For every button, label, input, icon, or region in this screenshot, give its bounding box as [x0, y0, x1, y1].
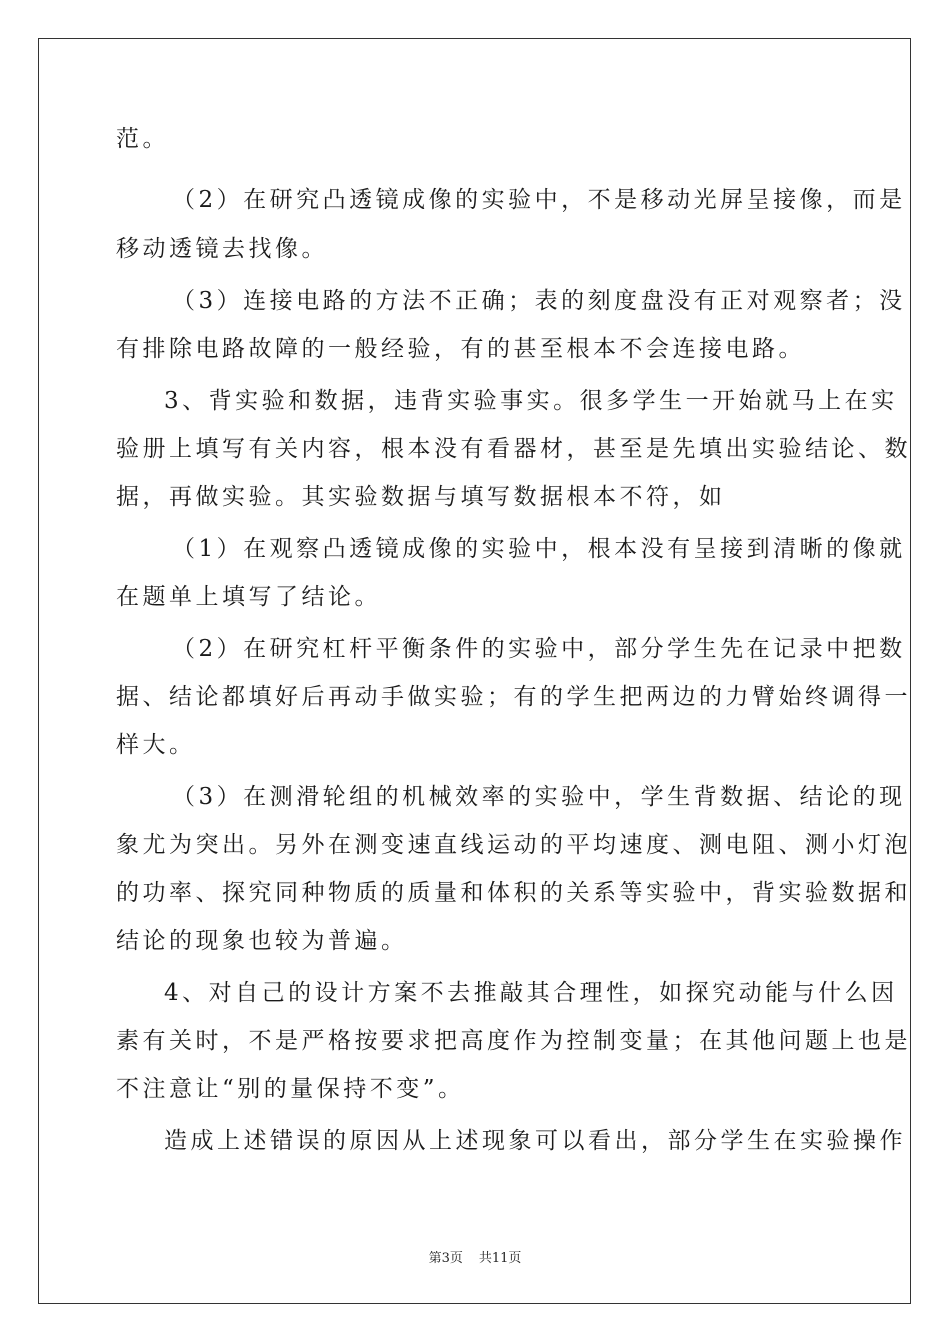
- text-line: 据、结论都填好后再动手做实验；有的学生把两边的力臂始终调得一: [116, 684, 911, 710]
- text-line: 验册上填写有关内容，根本没有看器材，甚至是先填出实验结论、数: [116, 436, 911, 462]
- text-line: 的功率、探究同种物质的质量和体积的关系等实验中，背实验数据和: [116, 880, 911, 906]
- page-total: 共11页: [478, 1251, 522, 1266]
- page-footer: [0, 1247, 950, 1266]
- text-line: 素有关时，不是严格按要求把高度作为控制变量；在其他问题上也是: [116, 1028, 911, 1054]
- text-line: （2）在研究凸透镜成像的实验中，不是移动光屏呈接像，而是: [172, 187, 906, 213]
- text-line: 有排除电路故障的一般经验，有的甚至根本不会连接电路。: [116, 336, 805, 362]
- page-border: [38, 38, 911, 1304]
- text-line: 象尤为突出。另外在测变速直线运动的平均速度、测电阻、测小灯泡: [116, 832, 911, 858]
- text-line: （2）在研究杠杆平衡条件的实验中，部分学生先在记录中把数: [172, 636, 906, 662]
- page-number: 第3页: [428, 1251, 463, 1266]
- text-line: （3）连接电路的方法不正确；表的刻度盘没有正对观察者；没: [172, 288, 906, 314]
- text-line: 结论的现象也较为普遍。: [116, 928, 408, 954]
- text-line: （1）在观察凸透镜成像的实验中，根本没有呈接到清晰的像就: [172, 536, 906, 562]
- text-line: 在题单上填写了结论。: [116, 584, 381, 610]
- text-line: 移动透镜去找像。: [116, 236, 328, 262]
- text-line: 样大。: [116, 732, 196, 758]
- text-line: 不注意让“别的量保持不变”。: [116, 1076, 465, 1102]
- text-line: 范。: [116, 126, 169, 152]
- text-line: 据，再做实验。其实验数据与填写数据根本不符，如: [116, 484, 726, 510]
- text-line: （3）在测滑轮组的机械效率的实验中，学生背数据、结论的现: [172, 784, 906, 810]
- text-line: 造成上述错误的原因从上述现象可以看出，部分学生在实验操作: [164, 1128, 906, 1154]
- text-line: 3、背实验和数据，违背实验事实。很多学生一开始就马上在实: [164, 388, 898, 414]
- text-line: 4、对自己的设计方案不去推敲其合理性，如探究动能与什么因: [164, 980, 898, 1006]
